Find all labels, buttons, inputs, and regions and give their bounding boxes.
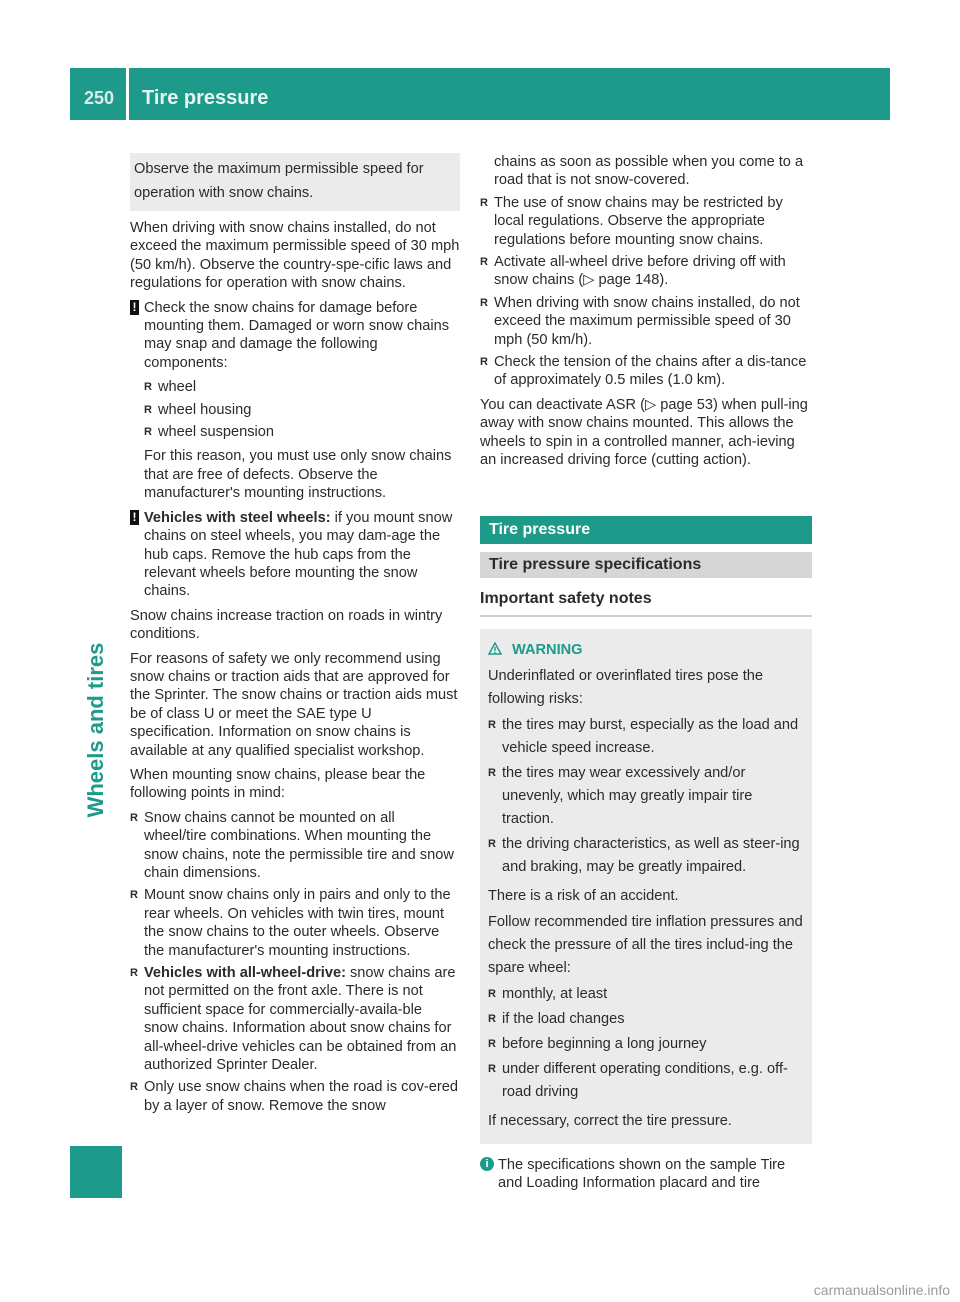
warning-follow: Follow recommended tire inflation pressures and check the pressure of all the tires includ-ing the spare wheel: [488,913,803,976]
exclamation-icon: ! [130,510,139,525]
list-item: R Only use snow chains when the road is cov-ered by a layer of snow. Remove the snow [130,1078,460,1115]
paragraph-speed: When driving with snow chains installed, do not exceed the maximum permissible speed of 30 mph (50 km/h). Observe the country-spe-cific laws and regulations for operation with snow chains. [130,220,460,292]
page-header [70,68,890,120]
warning-risk: There is a risk of an accident. [488,887,679,904]
paragraph-mounting: When mounting snow chains, please bear the following points in mind: [130,766,426,802]
section-safety-notes: Important safety notes [480,588,812,616]
list-item: R Mount snow chains only in pairs and only to the rear wheels. On vehicles with twin tires, mount the snow chains to the outer wheels. Observe the manufacturer's mounting instructions. [130,886,460,960]
continued-text: chains as soon as possible when you come to a road that is not snow-covered. [494,154,804,189]
header-title: Tire pressure [142,87,269,109]
info-icon: i [480,1157,494,1171]
left-column [130,153,460,1121]
section-tire-pressure-specs: Tire pressure specifications [480,552,812,578]
mounting-list-continued [480,194,812,390]
info-note [480,1156,812,1193]
list-item: R under different operating conditions, e.g. off-road driving [488,1058,804,1104]
list-item: R the driving characteristics, as well as steer-ing and braking, may be greatly impaired. [488,833,804,879]
page-number: 250 [84,88,115,108]
header-divider [126,68,129,120]
damage-warning-text: Check the snow chains for damage before mounting them. Damaged or worn snow chains may snap and damage the following components: [144,299,450,371]
paragraph-asr: You can deactivate ASR (▷ page 53) when pull-ing away with snow chains mounted. This allows the wheels to spin in a controlled manner, ach-ieving an increased driving force (cutting action). [480,396,808,469]
list-item [130,964,460,1074]
damage-warning [130,299,460,373]
list-item: R Activate all-wheel drive before driving off with snow chains (▷ page 148). [480,253,812,290]
list-item: R monthly, at least [488,983,804,1006]
check-list [488,983,804,1104]
paragraph-safety: For reasons of safety we only recommend using snow chains or traction aids that are approved for the Sprinter. The snow chains or traction aids must be of class U or meet the SAE type U specification. Information on snow chains is available at any qualified specialist workshop. [130,650,458,759]
right-column [480,153,812,1193]
section-tire-pressure: Tire pressure [480,516,812,544]
info-text: The specifications shown on the sample Tire and Loading Information placard and tire [498,1156,786,1192]
warning-triangle-icon [488,642,502,655]
warning-title: WARNING [512,641,583,658]
side-tab-block [70,1146,122,1198]
mounting-list [130,809,460,1116]
list-item: R Check the tension of the chains after a dis-tance of approximately 0.5 miles (1.0 km). [480,353,812,390]
steel-wheels-warning [130,509,460,601]
list-item: R The use of snow chains may be restricted by local regulations. Observe the appropriate regulations before mounting snow chains. [480,194,812,249]
speed-notice: Observe the maximum permissible speed for operation with snow chains. [130,153,460,211]
list-item: R the tires may wear excessively and/or unevenly, which may greatly impair tire traction. [488,762,804,831]
list-item: R wheel suspension [144,423,460,441]
paragraph-traction: Snow chains increase traction on roads in wintry conditions. [130,607,443,643]
list-item: R wheel housing [144,401,460,419]
list-item: R before beginning a long journey [488,1033,804,1056]
warning-correct: If necessary, correct the tire pressure. [488,1112,732,1129]
list-item: R if the load changes [488,1008,804,1031]
side-tab-label [84,580,108,880]
exclamation-icon: ! [130,300,139,315]
footer-watermark: carmanualsonline.info [813,1282,950,1298]
awd-text: snow chains are not permitted on the front axle. There is not sufficient space for commercially-availa-ble snow chains. Information about snow chains for all-wheel-drive vehicles can be obtained from an authorized Sprinter Dealer. [144,965,457,1074]
warning-intro: Underinflated or overinflated tires pose the following risks: [488,667,764,707]
side-tab-text: Wheels and tires [83,642,108,818]
warning-box [480,629,812,1144]
awd-label: Vehicles with all-wheel-drive: [144,965,346,982]
list-item: R the tires may burst, especially as the load and vehicle speed increase. [488,714,804,760]
warning-header [488,639,804,662]
list-item: R When driving with snow chains installed, do not exceed the maximum permissible speed of 30 mph (50 km/h). [480,294,812,349]
list-item: R Snow chains cannot be mounted on all wheel/tire combinations. When mounting the snow chains, note the permissible tire and snow chain dimensions. [130,809,460,883]
steel-wheels-text: if you mount snow chains on steel wheels, you may dam-age the hub caps. Remove the hub caps from the relevant wheels before mounting the snow chains. [144,509,453,600]
defects-paragraph: For this reason, you must use only snow chains that are free of defects. Observe the manufacturer's mounting instructions. [144,448,452,502]
risk-list [488,714,804,879]
list-item: R wheel [144,378,460,396]
component-list [130,378,460,441]
steel-wheels-label: Vehicles with steel wheels: [144,509,331,526]
